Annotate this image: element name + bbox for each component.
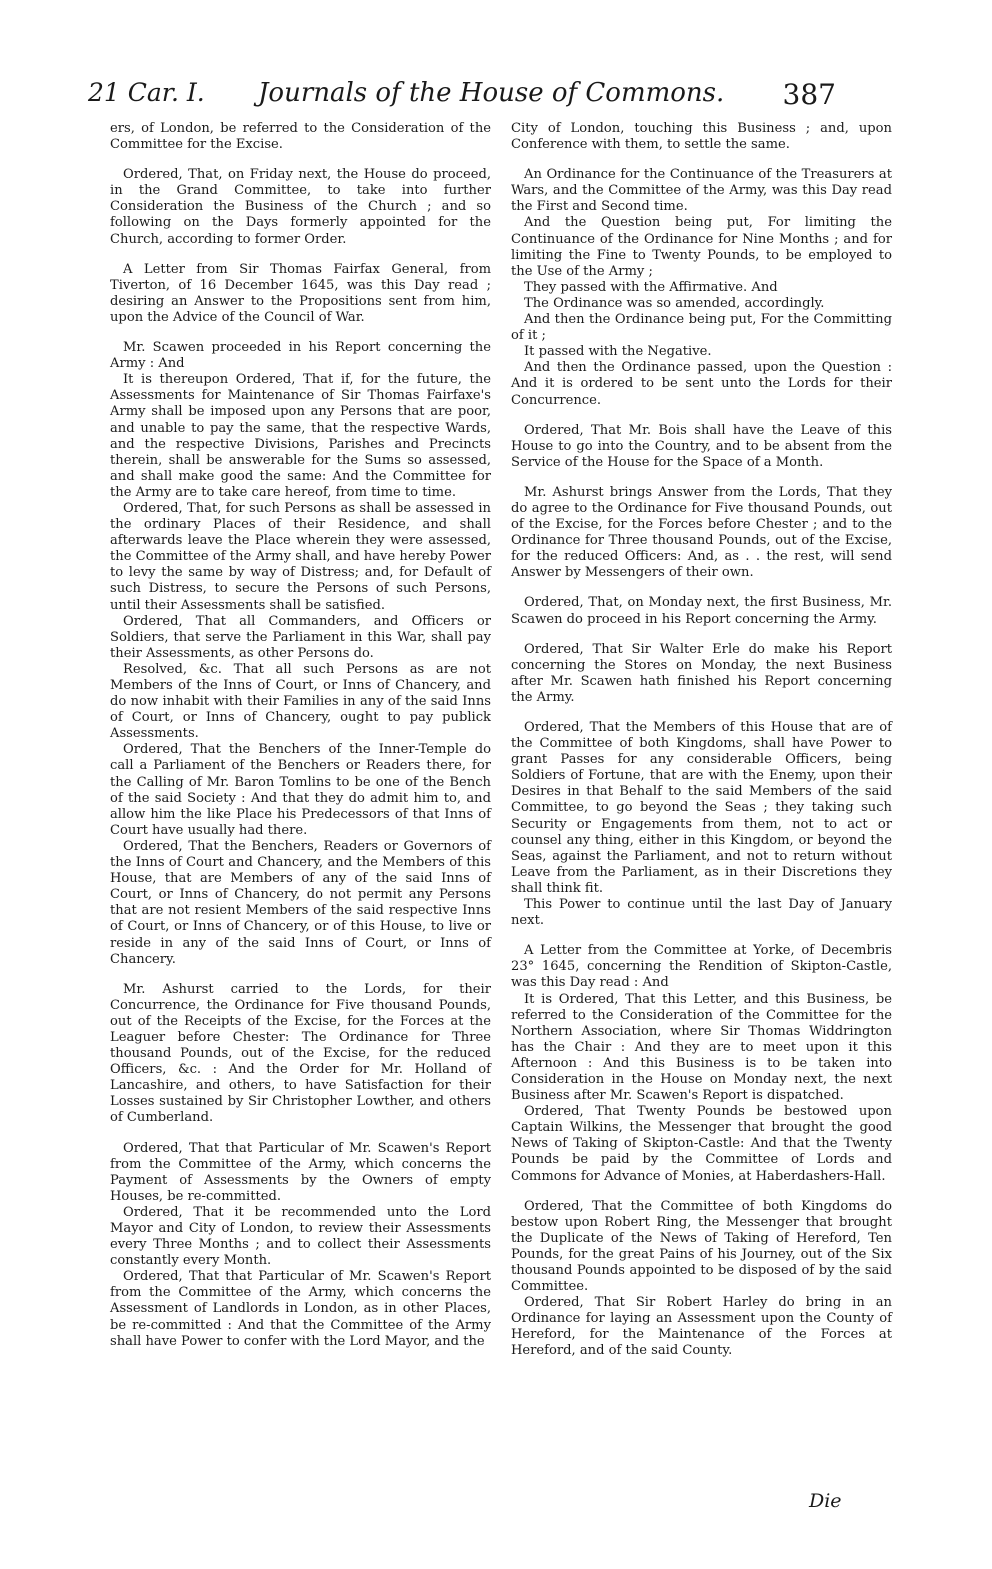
- catchword: Die: [809, 1490, 842, 1512]
- paragraph: Ordered, That Mr. Bois shall have the Leave of this House to go into the Country, and to be absent from the Service of the House for the Space of a Month.: [511, 422, 892, 470]
- paragraph: Mr. Ashurst brings Answer from the Lords, That they do agree to the Ordinance for Five thousand Pounds, out of the Excise, for the Forces before Chester ; and to the Ordinance for Three thousand Pounds, out of the Excise, for the reduced Officers: And, as . . the rest, will send Answer by Messengers of their own.: [511, 484, 892, 581]
- left-column: [110, 121, 491, 1350]
- paragraph: Ordered, That, for such Persons as shall be assessed in the ordinary Places of their Residence, and shall afterwards leave the Place wherein they were assessed, the Committee of the Army shall, and have hereby Power to levy the same by way of Distress; and, for Default of such Distress, to secure the Persons of such Persons, until their Assessments shall be satisfied.: [110, 500, 491, 613]
- paragraph: It is Ordered, That this Letter, and this Business, be referred to the Consideration of the Committee for the Northern Association, where Sir Thomas Widdrington has the Chair : And they are to meet upon it this Afternoon : And this Business is to be taken into Consideration in the House on Monday next, the next Business after Mr. Scawen's Report is dispatched.: [511, 991, 892, 1104]
- paragraph: Ordered, That Sir Walter Erle do make his Report concerning the Stores on Monday, the next Business after Mr. Scawen hath finished his Report concerning the Army.: [511, 641, 892, 705]
- paragraph: Resolved, &c. That all such Persons as are not Members of the Inns of Court, or Inns of Chancery, and do now inhabit with their Families in any of the said Inns of Court, or Inns of Chancery, ought to pay publick Assessments.: [110, 661, 491, 742]
- paragraph: Mr. Scawen proceeded in his Report concerning the Army : And: [110, 340, 491, 372]
- paragraph: Ordered, That Twenty Pounds be bestowed upon Captain Wilkins, the Messenger that brought the good News of Taking of Skipton-Castle: And that the Twenty Pounds be paid by the Committee of Lords and Commons for Advance of Monies, at Haberdashers-Hall.: [511, 1104, 892, 1184]
- right-column: [511, 121, 892, 1360]
- journal-title: Journals of the House of Commons.: [258, 78, 725, 108]
- paragraph: ers, of London, be referred to the Consideration of the Committee for the Excise.: [110, 121, 491, 153]
- paragraph: Ordered, That that Particular of Mr. Scawen's Report from the Committee of the Army, which concerns the Assessment of Landlords in London, as in other Places, be re-committed : And that the Committee of the Army shall have Power to confer with the Lord Mayor, and the: [110, 1269, 491, 1349]
- paragraph: Ordered, That it be recommended unto the Lord Mayor and City of London, to review their Assessments every Three Months ; and to collect their Assessments constantly every Month.: [110, 1204, 491, 1269]
- page-number: 387: [782, 78, 836, 111]
- paragraph: Ordered, That the Committee of both Kingdoms do bestow upon Robert Ring, the Messenger that brought the Duplicate of the News of Taking of Hereford, Ten Pounds, for the great Pains of his Journey, out of the Six thousand Pounds appointed to be disposed of by the said Committee.: [511, 1198, 892, 1295]
- paragraph: A Letter from the Committee at Yorke, of Decembris 23° 1645, concerning the Rendition of Skipton-Castle, was this Day read : And: [511, 943, 892, 991]
- paragraph: And the Question being put, For limiting the Continuance of the Ordinance for Nine Months ; and for limiting the Fine to Twenty Pounds, to be employed to the Use of the Army ;: [511, 215, 892, 279]
- page-header: [88, 78, 836, 118]
- paragraph: It is thereupon Ordered, That if, for the future, the Assessments for Maintenance of Sir Thomas Fairfaxe's Army shall be imposed upon any Persons that are poor, and unable to pay the same, that the respective Wards, and the respective Divisions, Parishes and Precincts therein, shall be answerable for the Sums so assessed, and shall make good the same: And the Committee for the Army are to take care hereof, from time to time.: [110, 372, 491, 500]
- paragraph: Ordered, That the Members of this House that are of the Committee of both Kingdoms, shall have Power to grant Passes for any considerable Officers, being Soldiers of Fortune, that are with the Enemy, upon their Desires in that Behalf to the said Members of the said Committee, to go beyond the Seas ; they taking such Security or Engagements from them, not to act or counsel any thing, either in this Kingdom, or beyond the Seas, against the Parliament, and not to return without Leave from the Parliament, as in their Discretions they shall think fit.: [511, 720, 892, 896]
- paragraph: Ordered, That all Commanders, and Officers or Soldiers, that serve the Parliament in this War, shall pay their Assessments, as other Persons do.: [110, 613, 491, 661]
- paragraph: Ordered, That that Particular of Mr. Scawen's Report from the Committee of the Army, which concerns the Payment of Assessments by the Owners of empty Houses, be re-committed.: [110, 1140, 491, 1204]
- paragraph: Ordered, That the Benchers of the Inner-Temple do call a Parliament of the Benchers or Readers there, for the Calling of Mr. Baron Tomlins to be one of the Bench of the said Society : And that they do admit him to, and allow him the like Place his Predecessors of that Inns of Court have usually had there.: [110, 742, 491, 838]
- paragraph: An Ordinance for the Continuance of the Treasurers at Wars, and the Committee of the Army, was this Day read the First and Second time.: [511, 167, 892, 215]
- paragraph: A Letter from Sir Thomas Fairfax General, from Tiverton, of 16 December 1645, was this Day read ; desiring an Answer to the Propositions sent from him, upon the Advice of the Council of War.: [110, 261, 491, 325]
- paragraph: Ordered, That the Benchers, Readers or Governors of the Inns of Court and Chancery, and the Members of this House, that are Members of any of the said Inns of Court, or Inns of Chancery, do not permit any Persons that are not resient Members of the said respective Inns of Court, or Inns of Chancery, or of this House, to live or reside in any of the said Inns of Court, or Inns of Chancery.: [110, 838, 491, 967]
- paragraph: The Ordinance was so amended, accordingly.: [524, 295, 825, 311]
- paragraph: And then the Ordinance passed, upon the Question : And it is ordered to be sent unto the Lords for their Concurrence.: [511, 360, 892, 408]
- paragraph: Ordered, That, on Monday next, the first Business, Mr. Scawen do proceed in his Report concerning the Army.: [511, 595, 892, 627]
- paragraph: It passed with the Negative.: [524, 344, 712, 360]
- paragraph: City of London, touching this Business ; and, upon Conference with them, to settle the same.: [511, 121, 892, 153]
- paragraph: Mr. Ashurst carried to the Lords, for their Concurrence, the Ordinance for Five thousand Pounds, out of the Receipts of the Excise, for the Forces at the Leaguer before Chester: The Ordinance for Three thousand Pounds, out of the Excise, for the reduced Officers, &c. : And the Order for Mr. Holland of Lancashire, and others, to have Satisfaction for their Losses sustained by Sir Christopher Lowther, and others of Cumberland.: [110, 981, 491, 1126]
- paragraph: And then the Ordinance being put, For the Committing of it ;: [511, 312, 892, 344]
- paragraph: This Power to continue until the last Day of January next.: [511, 897, 892, 929]
- paragraph: They passed with the Affirmative. And: [524, 279, 778, 295]
- paragraph: Ordered, That, on Friday next, the House do proceed, in the Grand Committee, to take into further Consideration the Business of the Church ; and so following on the Days formerly appointed for the Church, according to former Order.: [110, 167, 491, 247]
- regnal-year: 21 Car. I.: [88, 78, 205, 107]
- paragraph: Ordered, That Sir Robert Harley do bring in an Ordinance for laying an Assessment upon the County of Hereford, for the Maintenance of the Forces at Hereford, and of the said County.: [511, 1295, 892, 1359]
